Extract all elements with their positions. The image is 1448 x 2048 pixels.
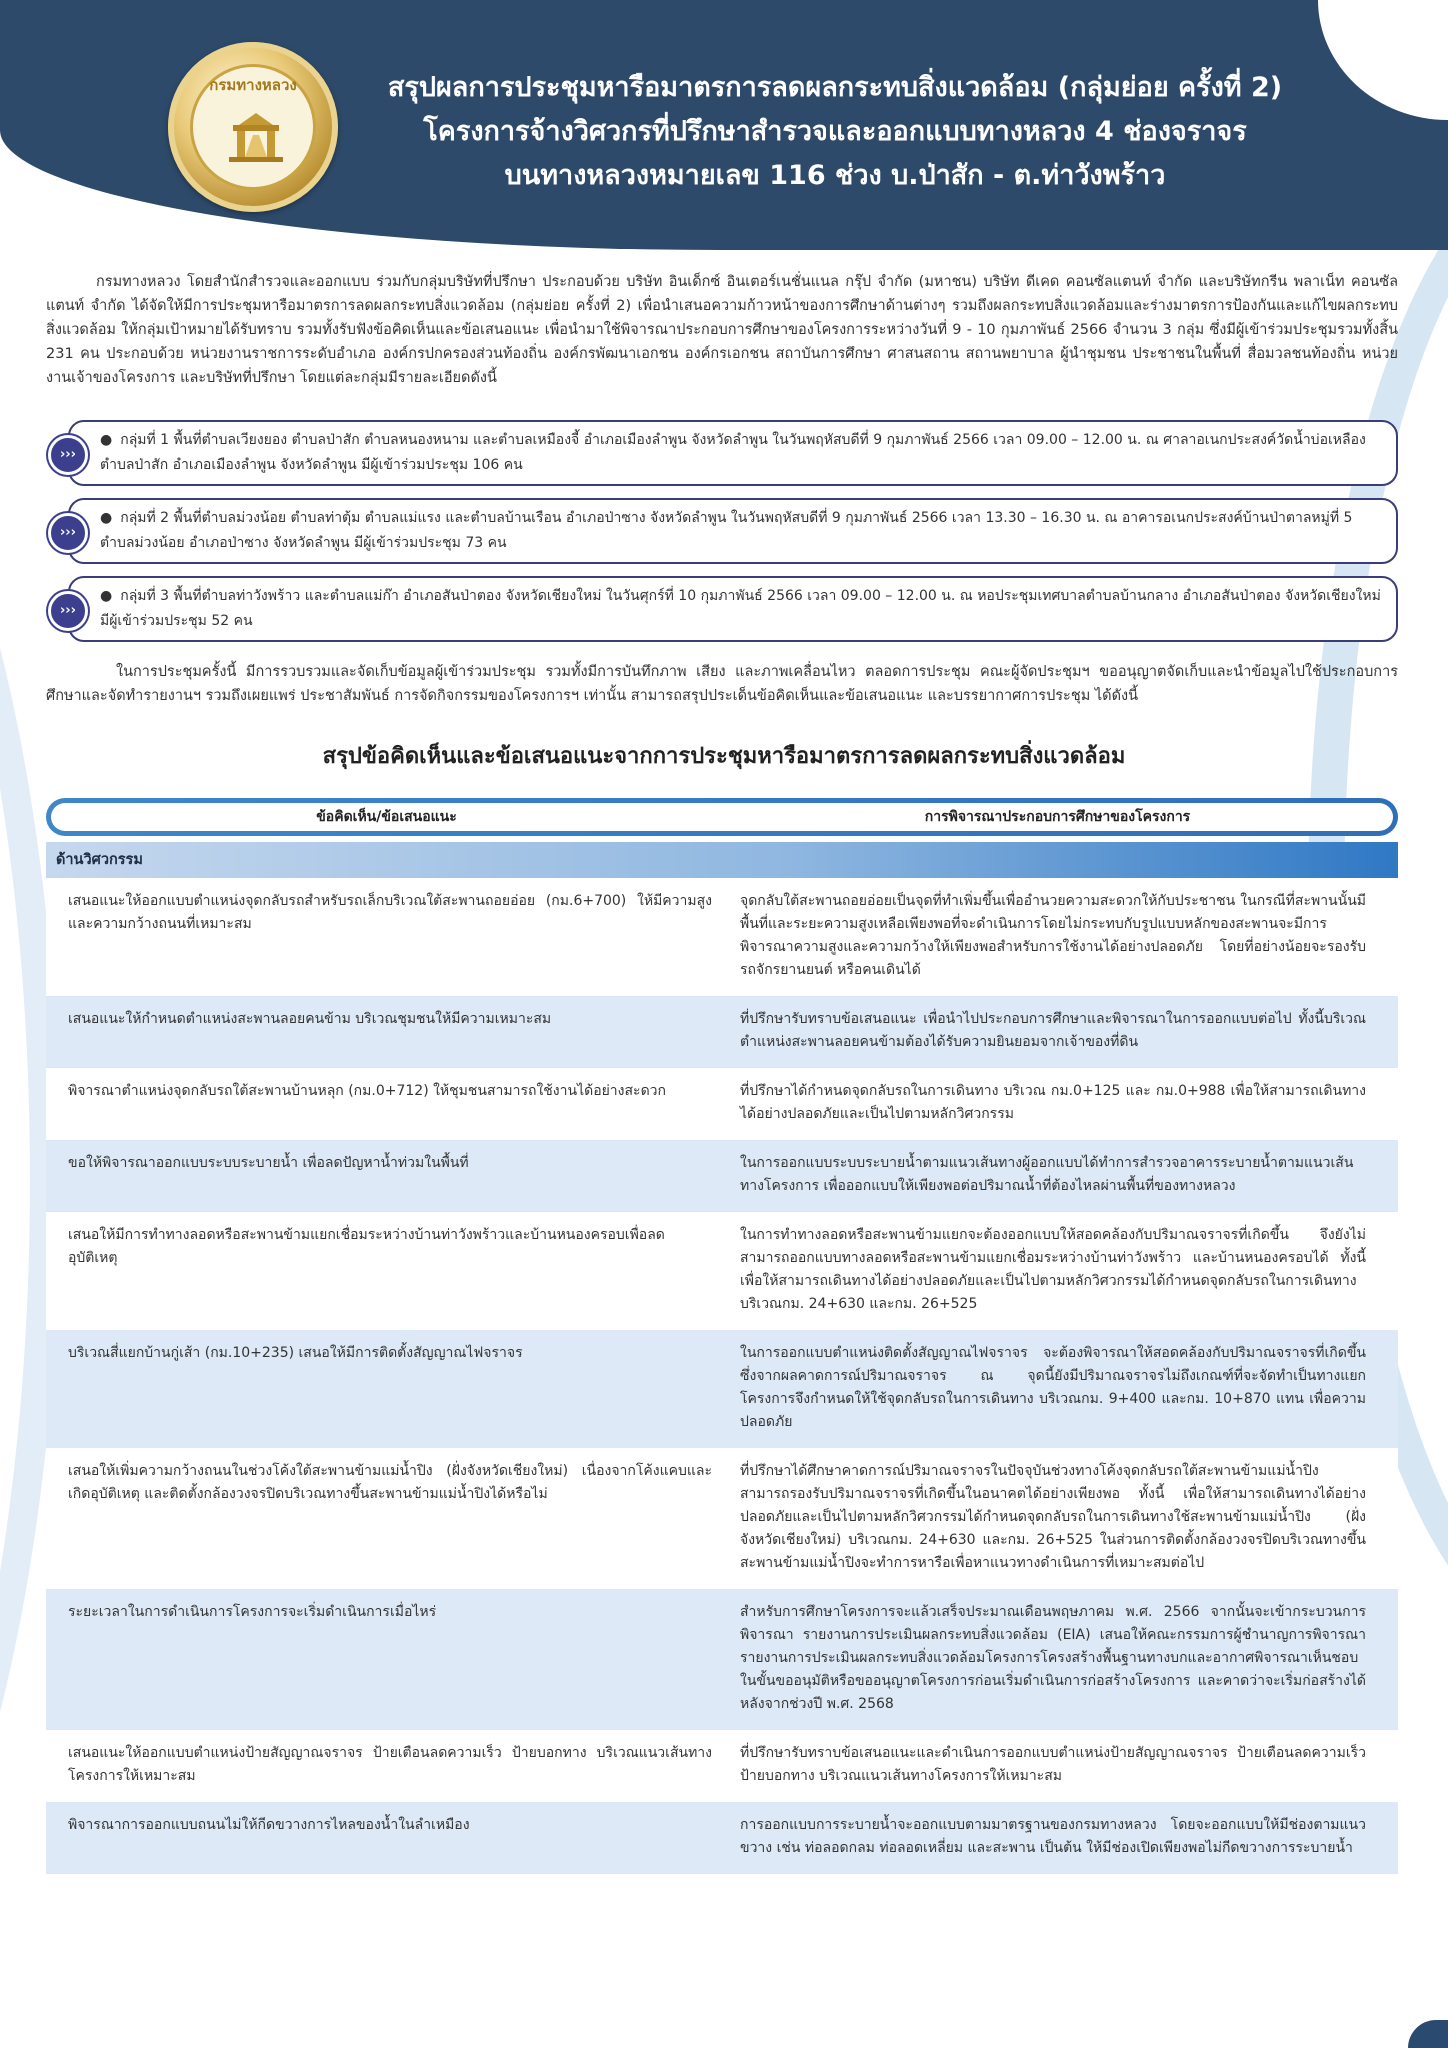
- group-text: กลุ่มที่ 3 พื้นที่ตำบลท่าวังพร้าว และตำบลแม่ก๊า อำเภอสันป่าตอง จังหวัดเชียงใหม่ ในวันศุกร์ที่ 10 กุมภาพันธ์ 2566 เวลา 09.00 – 12.00 น. ณ หอประชุมเทศบาลตำบลบ้านกลาง อำเภอสันป่าตอง จังหวัดเชียงใหม่ มีผู้เข้าร่วมประชุม 52 คน: [100, 588, 1381, 629]
- page-title: [370, 66, 1300, 198]
- consideration-cell: ในการออกแบบตำแหน่งติดตั้งสัญญาณไฟจราจร จะต้องพิจารณาให้สอดคล้องกับปริมาณจราจรที่เกิดขึ้น ซึ่งจากผลคาดการณ์ปริมาณจราจร ณ จุดนี้ยังมีปริมาณจราจรไม่ถึงเกณฑ์ที่จะจัดทำเป็นทางแยก โครงการจึงกำหนดให้ใช้จุดกลับรถในการเดินทาง บริเวณกม. 9+400 และกม. 10+870 แทน เพื่อความปลอดภัย: [740, 1345, 1366, 1430]
- consideration-cell: สำหรับการศึกษาโครงการจะแล้วเสร็จประมาณเดือนพฤษภาคม พ.ศ. 2566 จากนั้นจะเข้ากระบวนการพิจารณา รายงานการประเมินผลกระทบสิ่งแวดล้อม (EIA) เสนอให้คณะกรรมการผู้ชำนาญการพิจารณารายงานการประเมินผลกระทบสิ่งแวดล้อมโครงการโครงสร้างพื้นฐานทางบกและอากาศพิจารณาเห็นชอบในขั้นขออนุมัติหรือขออนุญาตโครงการก่อนเริ่มดำเนินการก่อสร้างโครงการ และคาดว่าจะเริ่มก่อสร้างได้หลังจากช่วงปี พ.ศ. 2568: [740, 1604, 1366, 1712]
- consideration-cell: ในการทำทางลอดหรือสะพานข้ามแยกจะต้องออกแบบให้สอดคล้องกับปริมาณจราจรที่เกิดขึ้น จึงยังไม่สามารถออกแบบทางลอดหรือสะพานข้ามแยกเชื่อมระหว่างบ้านท่าวังพร้าว และบ้านหนองครอบได้ ทั้งนี้ เพื่อให้สามารถเดินทางได้อย่างปลอดภัยและเป็นไปตามหลักวิศวกรรมได้กำหนดจุดกลับรถในการเดินทาง บริเวณกม. 24+630 และกม. 26+525: [740, 1227, 1366, 1312]
- decor-corner: [1408, 2020, 1448, 2048]
- table-row: [46, 1068, 1398, 1140]
- header-banner: [0, 0, 1448, 250]
- comment-cell: เสนอให้เพิ่มความกว้างถนนในช่วงโค้งใต้สะพานข้ามแม่น้ำปิง (ฝั่งจังหวัดเชียงใหม่) เนื่องจากโค้งแคบและเกิดอุบัติเหตุ และติดตั้งกล้องวงจรปิดบริเวณทางขึ้นสะพานข้ามแม่น้ำปิงได้หรือไม่: [68, 1463, 712, 1502]
- chevron-right-icon: ›››: [48, 591, 88, 631]
- title-line-3: บนทางหลวงหมายเลข 116 ช่วง บ.ป่าสัก - ต.ท่าวังพร้าว: [504, 160, 1166, 191]
- chevron-right-icon: ›››: [48, 513, 88, 553]
- group-item: [46, 420, 1398, 486]
- comment-cell: เสนอแนะให้กำหนดตำแหน่งสะพานลอยคนข้าม บริเวณชุมชนให้มีความเหมาะสม: [68, 1011, 552, 1027]
- table-row: [46, 878, 1398, 996]
- group-box: [68, 420, 1398, 486]
- title-line-1: สรุปผลการประชุมหารือมาตรการลดผลกระทบสิ่งแวดล้อม (กลุ่มย่อย ครั้งที่ 2): [387, 72, 1283, 103]
- column-header-comments: ข้อคิดเห็น/ข้อเสนอแนะ: [316, 809, 457, 825]
- column-header-consideration: การพิจารณาประกอบการศึกษาของโครงการ: [924, 809, 1191, 825]
- consideration-cell: ที่ปรึกษาได้ศึกษาคาดการณ์ปริมาณจราจรในปัจจุบันช่วงทางโค้งจุดกลับรถใต้สะพานข้ามแม่น้ำปิงสามารถรองรับปริมาณจราจรที่เกิดขึ้นในอนาคตได้อย่างเพียงพอ ทั้งนี้ เพื่อให้สามารถเดินทางได้อย่างปลอดภัยและเป็นไปตามหลักวิศวกรรมได้กำหนดจุดกลับรถในการเดินทางใช้สะพานข้ามแม่น้ำปิง (ฝั่งจังหวัดเชียงใหม่) บริเวณกม. 24+630 และกม. 26+525 ในส่วนการติดตั้งกล้องวงจรปิดบริเวณทางขึ้นสะพานข้ามแม่น้ำปิงจะทำการหารือเพื่อหาแนวทางดำเนินการที่เหมาะสมต่อไป: [740, 1463, 1366, 1571]
- group-box: [68, 498, 1398, 564]
- comments-table: [46, 798, 1398, 1874]
- chevron-right-icon: ›››: [48, 435, 88, 475]
- bullet-icon: ●: [100, 588, 113, 604]
- group-list: [46, 420, 1398, 654]
- comment-cell: พิจารณาการออกแบบถนนไม่ให้กีดขวางการไหลของน้ำในลำเหมือง: [68, 1817, 470, 1833]
- comment-cell: ขอให้พิจารณาออกแบบระบบระบายน้ำ เพื่อลดปัญหาน้ำท่วมในพื้นที่: [68, 1155, 469, 1171]
- consideration-cell: ที่ปรึกษารับทราบข้อเสนอแนะ เพื่อนำไปประกอบการศึกษาและพิจารณาในการออกแบบต่อไป ทั้งนี้บริเวณตำแหน่งสะพานลอยคนข้ามต้องได้รับความยินยอมจากเจ้าของที่ดิน: [740, 1011, 1366, 1050]
- title-line-2: โครงการจ้างวิศวกรที่ปรึกษาสำรวจและออกแบบทางหลวง 4 ช่องจราจร: [423, 116, 1247, 147]
- group-item: [46, 498, 1398, 564]
- comment-cell: ระยะเวลาในการดำเนินการโครงการจะเริ่มดำเนินการเมื่อไหร่: [68, 1604, 437, 1620]
- table-row: [46, 1212, 1398, 1330]
- table-body: [46, 878, 1398, 1874]
- consideration-cell: ที่ปรึกษารับทราบข้อเสนอแนะและดำเนินการออกแบบตำแหน่งป้ายสัญญาณจราจร ป้ายเตือนลดความเร็ว ป้ายบอกทาง บริเวณแนวเส้นทางโครงการให้เหมาะสม: [740, 1745, 1366, 1784]
- comment-cell: เสนอแนะให้ออกแบบตำแหน่งจุดกลับรถสำหรับรถเล็กบริเวณใต้สะพานถอยอ่อย (กม.6+700) ให้มีความสูงและความกว้างถนนที่เหมาะสม: [68, 893, 712, 932]
- group-box: [68, 576, 1398, 642]
- table-row: [46, 1730, 1398, 1802]
- table-row: [46, 1330, 1398, 1448]
- department-emblem-logo: [168, 42, 338, 212]
- bullet-icon: ●: [100, 432, 113, 448]
- group-text: กลุ่มที่ 1 พื้นที่ตำบลเวียงยอง ตำบลป่าสัก ตำบลหนองหนาม และตำบลเหมืองจี้ อำเภอเมืองลำพูน จังหวัดลำพูน ในวันพฤหัสบดีที่ 9 กุมภาพันธ์ 2566 เวลา 09.00 – 12.00 น. ณ ศาลาอเนกประสงค์วัดน้ำบ่อเหลือง ตำบลป่าสัก อำเภอเมืองลำพูน จังหวัดลำพูน มีผู้เข้าร่วมประชุม 106 คน: [100, 432, 1366, 473]
- intro-paragraph: กรมทางหลวง โดยสำนักสำรวจและออกแบบ ร่วมกับกลุ่มบริษัทที่ปรึกษา ประกอบด้วย บริษัท อินเด็กซ์ อินเตอร์เนชั่นแนล กรุ๊ป จำกัด (มหาชน) บริษัท ดีเคด คอนซัลแตนท์ จำกัด และบริษัทกรีน พลาเน็ท คอนซัลแตนท์ จำกัด ได้จัดให้มีการประชุมหารือมาตรการลดผลกระทบสิ่งแวดล้อม (กลุ่มย่อย ครั้งที่ 2) เพื่อนำเสนอความก้าวหน้าของการศึกษาด้านต่างๆ รวมถึงผลกระทบสิ่งแวดล้อมและร่างมาตรการป้องกันและแก้ไขผลกระทบสิ่งแวดล้อม ให้กลุ่มเป้าหมายได้รับทราบ รวมทั้งรับฟังข้อคิดเห็นและข้อเสนอแนะ เพื่อนำมาใช้พิจารณาประกอบการศึกษาของโครงการระหว่างวันที่ 9 - 10 กุมภาพันธ์ 2566 จำนวน 3 กลุ่ม ซึ่งมีผู้เข้าร่วมประชุมรวมทั้งสิ้น 231 คน ประกอบด้วย หน่วยงานราชการระดับอำเภอ องค์กรปกครองส่วนท้องถิ่น องค์กรพัฒนาเอกชน องค์กรเอกชน สถาบันการศึกษา ศาสนสถาน สถานพยาบาล ผู้นำชุมชน ประชาชนในพื้นที่ สื่อมวลชนท้องถิ่น หน่วยงานเจ้าของโครงการ และบริษัทที่ปรึกษา โดยแต่ละกลุ่มมีรายละเอียดดังนี้: [46, 274, 1398, 386]
- consideration-cell: ที่ปรึกษาได้กำหนดจุดกลับรถในการเดินทาง บริเวณ กม.0+125 และ กม.0+988 เพื่อให้สามารถเดินทางได้อย่างปลอดภัยและเป็นไปตามหลักวิศวกรรม: [740, 1083, 1366, 1122]
- group-text: กลุ่มที่ 2 พื้นที่ตำบลม่วงน้อย ตำบลท่าตุ้ม ตำบลแม่แรง และตำบลบ้านเรือน อำเภอป่าซาง จังหวัดลำพูน ในวันพฤหัสบดีที่ 9 กุมภาพันธ์ 2566 เวลา 13.30 – 16.30 น. ณ อาคารอเนกประสงค์บ้านป่าตาลหมู่ที่ 5 ตำบลม่วงน้อย อำเภอป่าซาง จังหวัดลำพูน มีผู้เข้าร่วมประชุม 73 คน: [100, 510, 1353, 551]
- bullet-icon: ●: [100, 510, 113, 526]
- closing-paragraph: ในการประชุมครั้งนี้ มีการรวบรวมและจัดเก็บข้อมูลผู้เข้าร่วมประชุม รวมทั้งมีการบันทึกภาพ เสียง และภาพเคลื่อนไหว ตลอดการประชุม คณะผู้จัดประชุมฯ ขออนุญาตจัดเก็บและนำข้อมูลไปใช้ประกอบการศึกษาและจัดทำรายงานฯ รวมถึงเผยแพร่ ประชาสัมพันธ์ การจัดกิจกรรมของโครงการฯ เท่านั้น สามารถสรุปประเด็นข้อคิดเห็นและข้อเสนอแนะ และบรรยากาศการประชุม ได้ดังนี้: [46, 664, 1398, 704]
- header-corner: [1318, 0, 1448, 120]
- table-header: [46, 798, 1398, 836]
- table-row: [46, 1140, 1398, 1212]
- comment-cell: บริเวณสี่แยกบ้านกู่เส้า (กม.10+235) เสนอให้มีการติดตั้งสัญญาณไฟจราจร: [68, 1345, 523, 1361]
- table-row: [46, 996, 1398, 1068]
- comment-cell: เสนอแนะให้ออกแบบตำแหน่งป้ายสัญญาณจราจร ป้ายเตือนลดความเร็ว ป้ายบอกทาง บริเวณแนวเส้นทางโครงการให้เหมาะสม: [68, 1745, 712, 1784]
- table-row: [46, 1802, 1398, 1874]
- comment-cell: เสนอให้มีการทำทางลอดหรือสะพานข้ามแยกเชื่อมระหว่างบ้านท่าวังพร้าวและบ้านหนองครอบเพื่อลดอุบัติเหตุ: [68, 1227, 665, 1266]
- emblem-label: กรมทางหลวง: [209, 76, 297, 94]
- group-item: [46, 576, 1398, 642]
- summary-title: สรุปข้อคิดเห็นและข้อเสนอแนะจากการประชุมหารือมาตรการลดผลกระทบสิ่งแวดล้อม: [322, 744, 1126, 769]
- table-row: [46, 1448, 1398, 1589]
- section-engineering: ด้านวิศวกรรม: [46, 842, 1398, 878]
- consideration-cell: การออกแบบการระบายน้ำจะออกแบบตามมาตรฐานของกรมทางหลวง โดยจะออกแบบให้มีช่องตามแนวขวาง เช่น ท่อลอดกลม ท่อลอดเหลี่ยม และสะพาน เป็นต้น ให้มีช่องเปิดเพียงพอไม่กีดขวางการระบายน้ำ: [740, 1817, 1366, 1856]
- consideration-cell: จุดกลับใต้สะพานถอยอ่อยเป็นจุดที่ทำเพิ่มขึ้นเพื่ออำนวยความสะดวกให้กับประชาชน ในกรณีที่สะพานนั้นมีพื้นที่และระยะความสูงเหลือเพียงพอที่จะดำเนินการโดยไม่กระทบกับรูปแบบหลักของสะพานจะมีการพิจารณาความสูงและความกว้างให้เพียงพอสำหรับการใช้งานได้อย่างปลอดภัย โดยที่อย่างน้อยจะรองรับรถจักรยานยนต์ หรือคนเดินได้: [740, 893, 1366, 978]
- table-row: [46, 1589, 1398, 1730]
- consideration-cell: ในการออกแบบระบบระบายน้ำตามแนวเส้นทางผู้ออกแบบได้ทำการสำรวจอาคารระบายน้ำตามแนวเส้นทางโครงการ เพื่อออกแบบให้เพียงพอต่อปริมาณน้ำที่ต้องไหลผ่านพื้นที่ของทางหลวง: [740, 1155, 1354, 1194]
- gate-icon: [223, 111, 289, 163]
- comment-cell: พิจารณาตำแหน่งจุดกลับรถใต้สะพานบ้านหลุก (กม.0+712) ให้ชุมชนสามารถใช้งานได้อย่างสะดวก: [68, 1083, 667, 1099]
